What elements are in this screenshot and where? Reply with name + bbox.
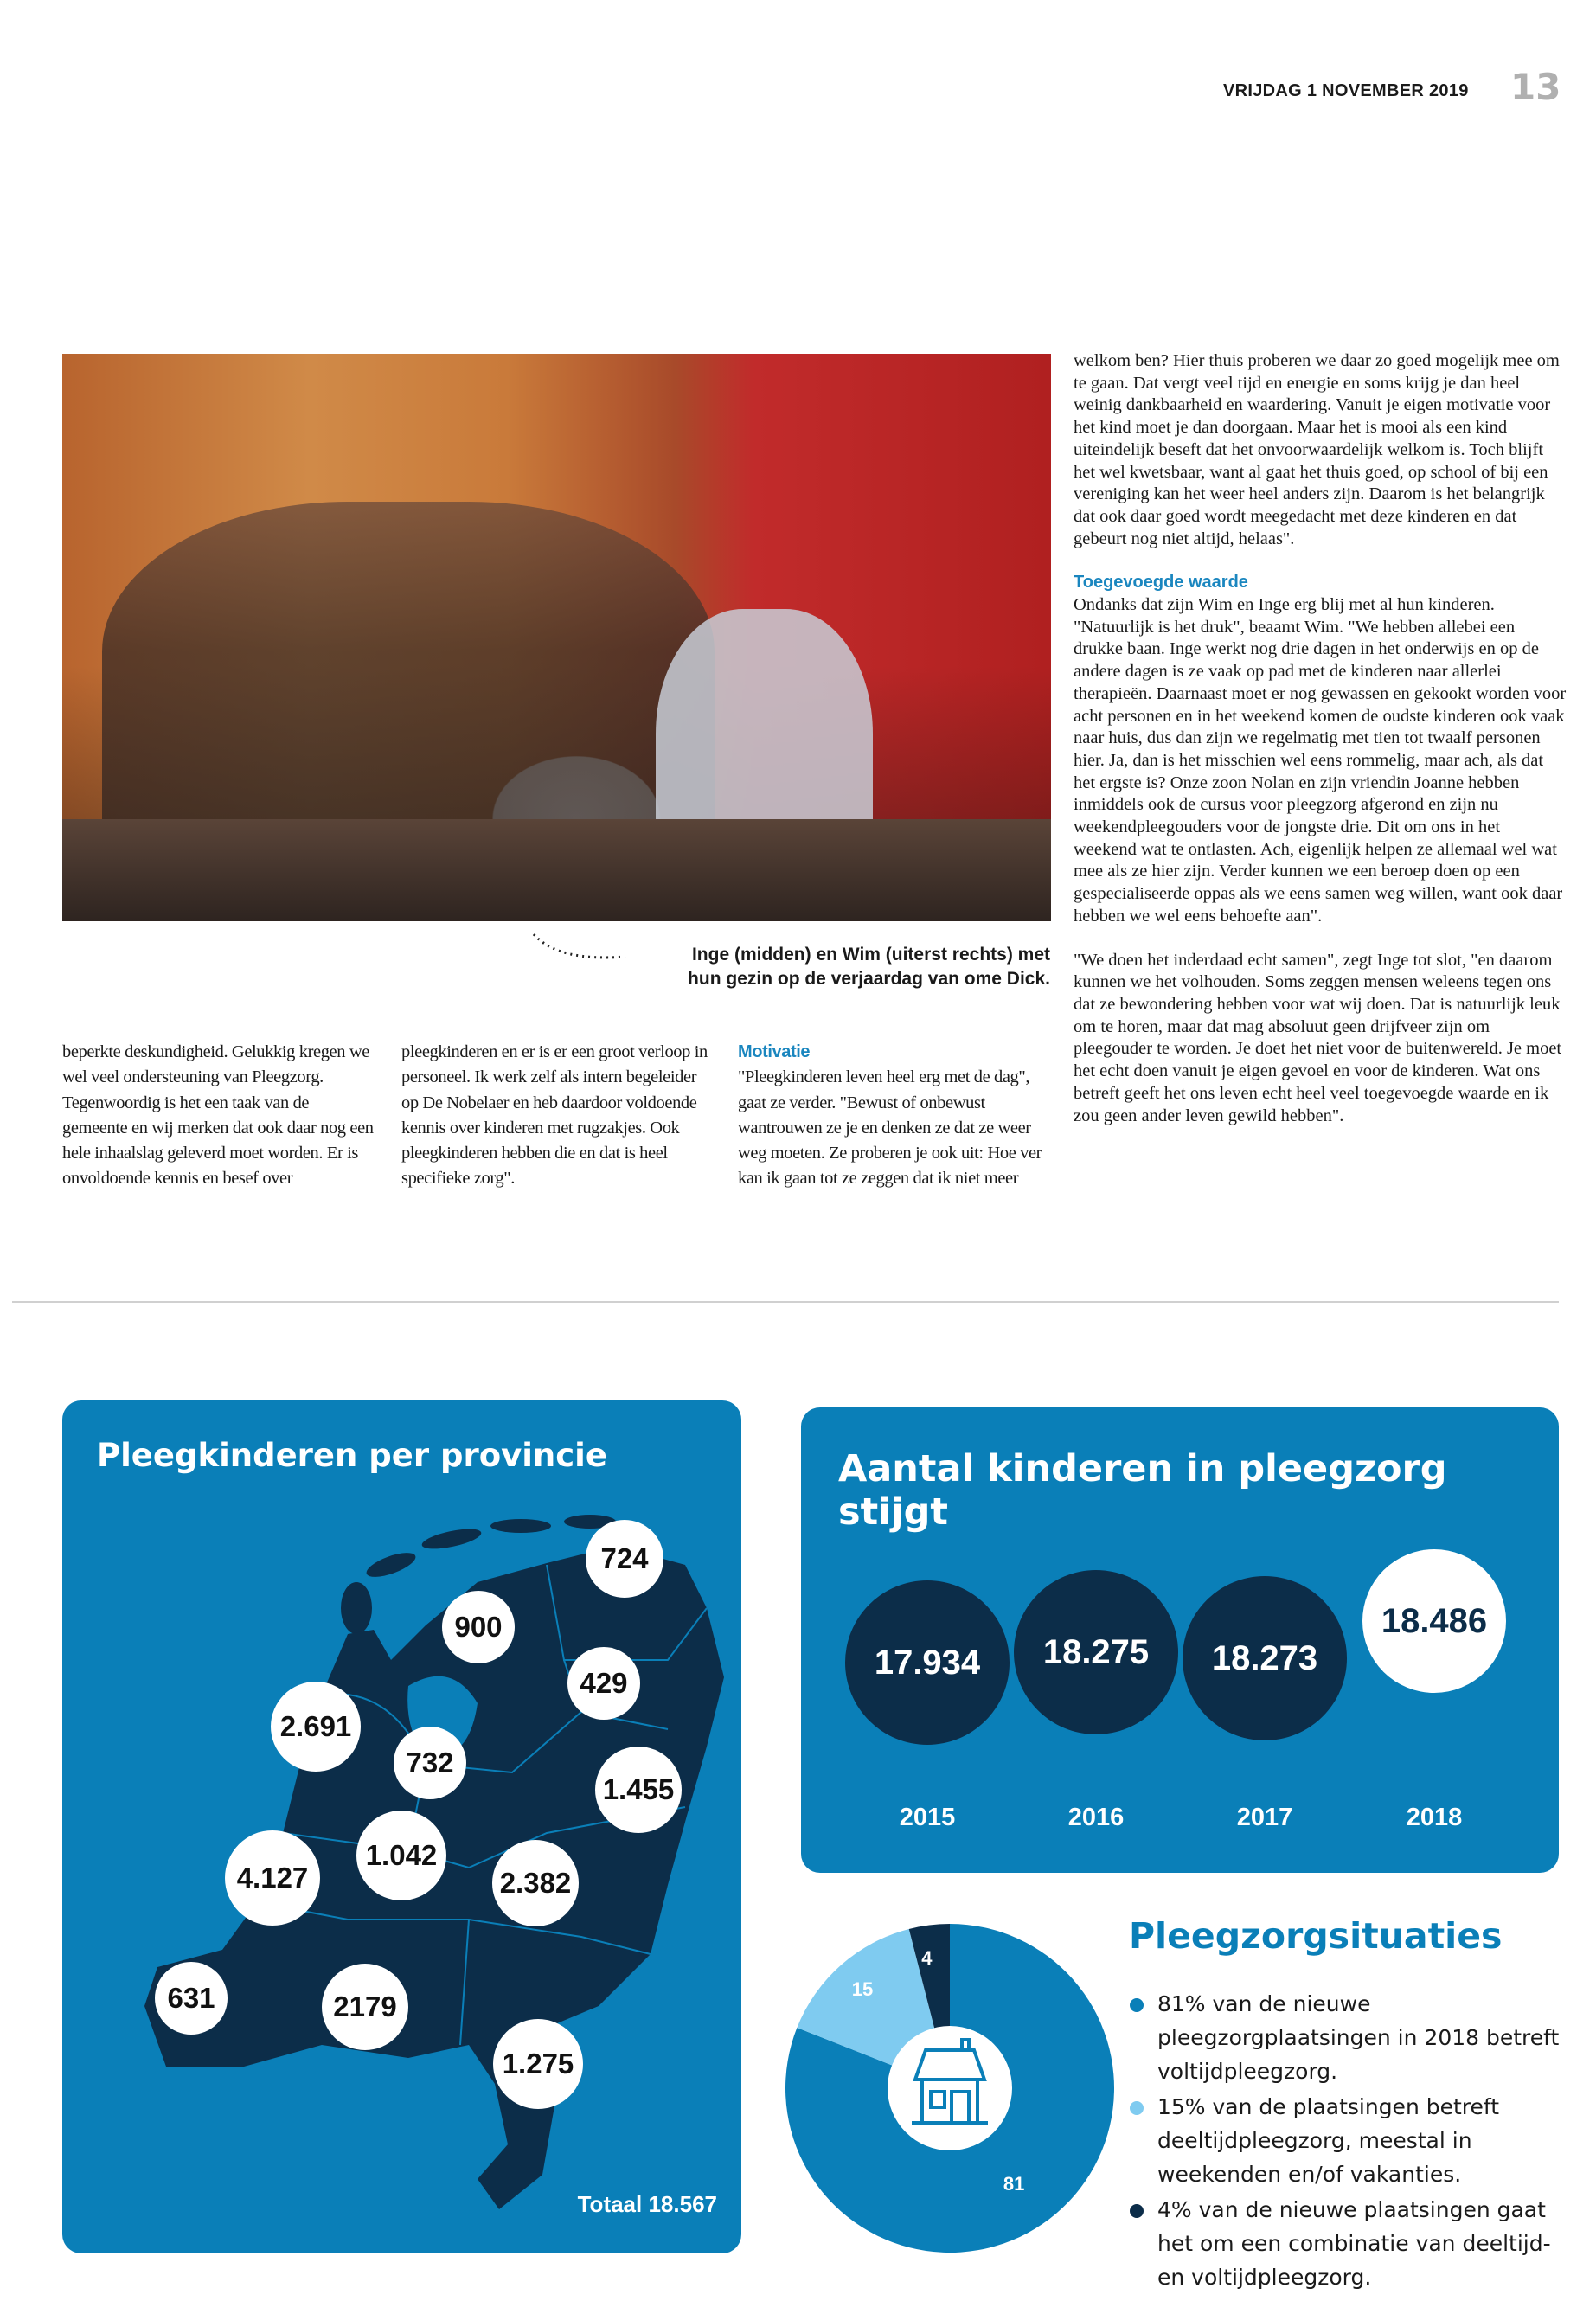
year-count-bubble: 18.273 <box>1183 1576 1347 1740</box>
donut-slice-label: 15 <box>851 1978 874 2001</box>
caption-line: hun gezin op de verjaardag van ome Dick. <box>688 969 1050 989</box>
house-icon <box>881 2019 1019 2157</box>
yearly-count-panel <box>801 1407 1559 1873</box>
article-column-2 <box>401 1040 713 1192</box>
province-total: Totaal 18.567 <box>577 2191 717 2217</box>
family-photo <box>62 354 1051 921</box>
paragraph: "We doen het inderdaad echt samen", zegt Inge tot slot, "en daarom kunnen we het volhouden. Soms zeggen mensen weleens tegen ons dat ze bewondering hebben voor wat wij doen. Dat is natuurlijk leuk om te horen, maar dat mag absoluut geen drijfveer zijn om pleegouder te worden. Je doet het niet voor de buitenwereld. Je moet het echt doen vanuit je eigen gevoel en voor de kinderen. Wat ons betreft geeft het ons leven echt heel veel toegevoegde waarde en ik zou geen ander leven gewild hebben". <box>1074 950 1562 1125</box>
legend-item <box>1125 2090 1583 2191</box>
year-label: 2017 <box>1236 1804 1293 1831</box>
province-value: 724 <box>586 1520 663 1598</box>
donut-slice-label: 4 <box>921 1947 933 1970</box>
legend-text: 81% van de nieuwe pleegzorgplaatsingen in 2018 betreft voltijdpleegzorg. <box>1157 1991 1560 2084</box>
paragraph: pleegkinderen en er is er een groot verloop in personeel. Ik werk zelf als intern begeleider op De Nobelaer en heb daardoor voldoende kennis over kinderen met rugzakjes. Ook pleegkinderen hebben die en dat is heel specifieke zorg". <box>401 1042 708 1189</box>
article-column-3 <box>738 1040 1049 1192</box>
section-divider <box>12 1301 1559 1303</box>
province-value: 4.127 <box>225 1830 320 1926</box>
province-value: 1.275 <box>493 2019 583 2109</box>
year-label: 2015 <box>899 1804 956 1831</box>
article-right-column <box>1074 350 1567 1127</box>
year-count-bubble: 18.486 <box>1362 1549 1506 1693</box>
article-column-1 <box>62 1040 374 1192</box>
province-value: 2.691 <box>271 1682 361 1772</box>
subheading-motivatie: Motivatie <box>738 1042 811 1061</box>
province-value: 2179 <box>322 1964 408 2050</box>
yearly-count-title: Aantal kinderen in pleegzorg stijgt <box>838 1447 1447 1534</box>
subheading-toegevoegde-waarde: Toegevoegde waarde <box>1074 573 1248 593</box>
province-value: 900 <box>442 1591 515 1663</box>
legend-text: 4% van de nieuwe plaatsingen gaat het om een combinatie van deeltijd- en voltijdpleegzorg. <box>1157 2197 1551 2290</box>
paragraph: Ondanks dat zijn Wim en Inge erg blij met al hun kinderen. "Natuurlijk is het druk", beaamt Wim. "We hebben allebei een drukke baan. Inge werkt nog drie dagen in het onderwijs en op de andere dagen is ze vaak op pad met de kinderen naar allerlei therapieën. Daarnaast moet er nog gewassen en gekookt worden voor acht personen en in het weekend komen de oudste kinderen ook vaak naar huis, dus dan zijn we regelmatig met tien tot twaalf personen hier. Ja, dan is het misschien wel eens rommelig, maar ach, als dat het ergste is? Onze zoon Nolan en zijn vriendin Joanne hebben inmiddels ook de cursus voor pleegzorg afgerond en zijn nu weekendpleegouders voor de jongste drie. Dit om ons in het weekend wat te ontlasten. Ach, eigenlijk helpen ze allemaal wel wat mee als ze hier zijn. Verder kunnen we een beroep doen op een gespecialiseerde oppas als we eens samen weg willen, want ook daar hebben we wel eens behoefte aan". <box>1074 595 1567 926</box>
issue-date: VRIJDAG 1 NOVEMBER 2019 <box>1223 81 1469 100</box>
province-value: 1.455 <box>595 1747 682 1833</box>
page-number: 13 <box>1510 66 1561 108</box>
legend-bullet-icon <box>1130 2204 1144 2218</box>
paragraph: beperkte deskundigheid. Gelukkig kregen we wel veel ondersteuning van Pleegzorg. Tegenwoordig is het een taak van de gemeente en wij merken dat ook daar nog een hele inhaalslag geleverd moet worden. Er is onvoldoende kennis en besef over <box>62 1042 374 1189</box>
province-value: 631 <box>155 1962 228 2035</box>
year-label: 2016 <box>1067 1804 1125 1831</box>
legend-text: 15% van de plaatsingen betreft deeltijdpleegzorg, meestal in weekenden en/of vakanties. <box>1157 2094 1500 2187</box>
province-panel-title: Pleegkinderen per provincie <box>97 1437 607 1474</box>
donut-slice-label: 81 <box>1003 2172 1025 2195</box>
caption-line: Inge (midden) en Wim (uiterst rechts) met <box>691 945 1050 965</box>
province-value: 1.042 <box>356 1811 446 1900</box>
legend-bullet-icon <box>1130 1998 1144 2012</box>
legend-item <box>1125 2193 1583 2294</box>
caption-pointer-icon <box>532 931 627 965</box>
province-value: 2.382 <box>492 1840 579 1926</box>
province-panel <box>62 1400 741 2253</box>
pleegzorgsituaties-legend <box>1125 1987 1583 2296</box>
year-count-bubble: 18.275 <box>1014 1570 1178 1734</box>
province-value: 429 <box>567 1647 640 1720</box>
year-label: 2018 <box>1406 1804 1463 1831</box>
paragraph: "Pleegkinderen leven heel erg met de dag", gaat ze verder. "Bewust of onbewust wantrouwen ze je en denken ze dat ze weer weg moeten. Ze proberen je ook uit: Hoe ver kan ik gaan tot ze zeggen dat ik niet meer <box>738 1067 1042 1189</box>
legend-item <box>1125 1987 1583 2088</box>
paragraph: welkom ben? Hier thuis proberen we daar zo goed mogelijk mee om te gaan. Dat vergt veel tijd en energie en soms krijg je dan heel weinig dankbaarheid en waardering. Vanuit je eigen motivatie voor het kind moet je dan doorgaan. Maar het is mooi als een kind uiteindelijk beseft dat het onvoorwaardelijk welkom is. Toch blijft het wel kwetsbaar, want al gaat het thuis goed, op school of bij een vereniging kan het weer heel anders zijn. Daarom is het belangrijk dat ook daar goed wordt meegedacht met deze kinderen en dat gebeurt nog niet altijd, helaas". <box>1074 351 1560 548</box>
photo-caption <box>688 943 1050 991</box>
pleegzorgsituaties-title: Pleegzorgsituaties <box>1129 1915 1503 1957</box>
legend-bullet-icon <box>1130 2101 1144 2115</box>
province-value: 732 <box>394 1727 466 1799</box>
year-count-bubble: 17.934 <box>845 1580 1010 1745</box>
